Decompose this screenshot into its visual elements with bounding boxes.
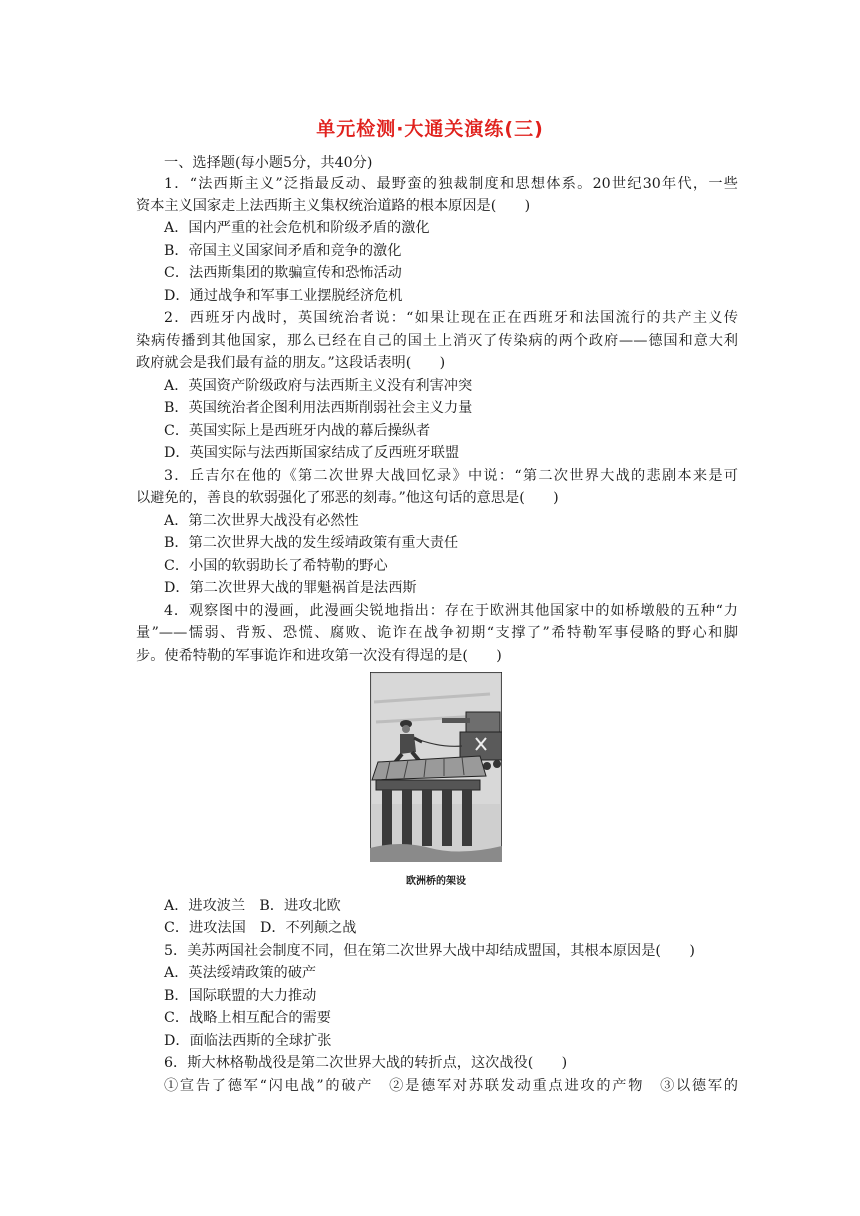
q2-option-c: C．英国实际上是西班牙内战的幕后操纵者 [164,423,431,439]
q4-options-line-1: A．进攻波兰 B．进攻北欧 [164,898,341,914]
q1-option-d: D．通过战争和军事工业摆脱经济危机 [164,288,403,304]
q5-option-b: B．国际联盟的大力推动 [164,988,317,1004]
q1-option-b: B．帝国主义国家间矛盾和竞争的激化 [164,243,402,259]
q6-statements: ①宣告了德军“闪电战”的破产 ②是德军对苏联发动重点进攻的产物 ③以德军的 [164,1078,738,1094]
q1-option-a: A．国内严重的社会危机和阶级矛盾的激化 [164,220,430,236]
q2-option-a: A．英国资产阶级政府与法西斯主义没有利害冲突 [164,378,473,394]
q1-stem-line-1: 1．“法西斯主义”泛指最反动、最野蛮的独裁制度和思想体系。20世纪30年代，一些 [164,176,738,192]
q1-option-c: C．法西斯集团的欺骗宣传和恐怖活动 [164,265,402,281]
q2-stem-line-1: 2．西班牙内战时，英国统治者说：“如果让现在正在西班牙和法国流行的共产主义传 [164,310,738,326]
q3-stem-line-2: 以避免的，善良的软弱强化了邪恶的刻毒。”他这句话的意思是( ) [136,490,559,506]
cartoon-caption: 欧洲桥的架设 [406,876,466,887]
q3-option-c: C．小国的软弱助长了希特勒的野心 [164,558,388,574]
q4-options-line-2: C．进攻法国 D．不列颠之战 [164,920,357,936]
q4-stem-line-1: 4．观察图中的漫画，此漫画尖锐地指出：存在于欧洲其他国家中的如桥墩般的五种“力 [164,603,738,619]
q3-stem-line-1: 3．丘吉尔在他的《第二次世界大战回忆录》中说：“第二次世界大战的悲剧本来是可 [164,468,738,484]
cartoon-image [370,672,502,862]
q2-stem-line-3: 政府就会是我们最有益的朋友。”这段话表明( ) [136,355,446,371]
q4-stem-line-3: 步。使希特勒的军事诡诈和进攻第一次没有得逞的是( ) [136,648,502,664]
q1-stem-line-2: 资本主义国家走上法西斯主义集权统治道路的根本原因是( ) [136,198,531,214]
section-heading: 一、选择题(每小题5分，共40分) [164,155,373,171]
q2-option-d: D．英国实际与法西斯国家结成了反西班牙联盟 [164,445,460,461]
q2-stem-line-2: 染病传播到其他国家，那么已经在自己的国土上消灭了传染病的两个政府——德国和意大利 [136,333,738,349]
q3-option-a: A．第二次世界大战没有必然性 [164,513,359,529]
q6-stem: 6．斯大林格勒战役是第二次世界大战的转折点，这次战役( ) [164,1055,568,1071]
page-title: 单元检测·大通关演练(三) [316,118,544,140]
q3-option-d: D．第二次世界大战的罪魁祸首是法西斯 [164,580,417,596]
q5-option-a: A．英法绥靖政策的破产 [164,965,317,981]
q2-option-b: B．英国统治者企图利用法西斯削弱社会主义力量 [164,400,473,416]
q5-stem: 5．美苏两国社会制度不同，但在第二次世界大战中却结成盟国，其根本原因是( ) [164,943,695,959]
q5-option-c: C．战略上相互配合的需要 [164,1010,331,1026]
q4-stem-line-2: 量”——懦弱、背叛、恐慌、腐败、诡诈在战争初期“支撑了”希特勒军事侵略的野心和脚 [136,625,738,641]
q3-option-b: B．第二次世界大战的发生绥靖政策有重大责任 [164,535,459,551]
q5-option-d: D．面临法西斯的全球扩张 [164,1033,332,1049]
